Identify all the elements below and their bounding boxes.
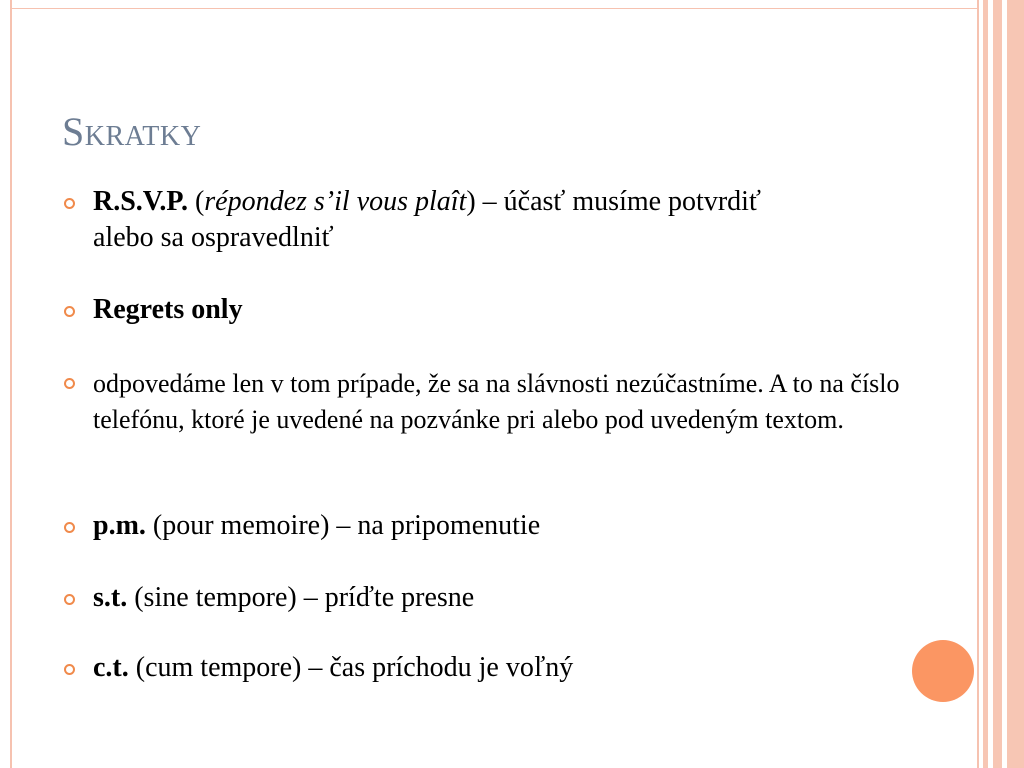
term: Regrets only — [93, 294, 243, 325]
decor-stripe — [993, 0, 1002, 768]
bullet-icon — [64, 306, 75, 317]
paren: ( — [194, 186, 205, 217]
bullet-item — [62, 366, 912, 438]
bullet-text — [93, 292, 892, 328]
term: p.m. — [93, 510, 146, 541]
bullet-text — [93, 508, 892, 544]
bullet-text — [93, 366, 912, 438]
definition: (cum tempore) – čas príchodu je voľný — [128, 652, 574, 683]
term: s.t. — [93, 582, 128, 613]
bullet-item — [62, 650, 892, 686]
term-expansion: répondez s’il vous plaît — [204, 186, 467, 217]
bullet-text — [93, 580, 892, 616]
bullet-text — [93, 650, 892, 686]
bullet-icon — [64, 198, 75, 209]
decor-stripe — [1007, 0, 1024, 768]
bullet-item — [62, 508, 892, 544]
bullet-item — [62, 292, 892, 328]
definition: (sine tempore) – príďte presne — [127, 582, 475, 613]
slide-title: Skratky — [62, 109, 202, 154]
definition: odpovedáme len v tom prípade, že sa na slávnosti nezúčastníme. A to na číslo telefónu, ktoré je uvedené na pozvánke pri alebo pod uvedeným textom. — [93, 369, 900, 434]
frame-top-line — [10, 8, 979, 9]
definition: (pour memoire) – na pripomenutie — [145, 510, 541, 541]
bullet-icon — [64, 522, 75, 533]
bullet-text — [93, 184, 782, 256]
decor-stripe — [983, 0, 988, 768]
accent-circle — [912, 640, 974, 702]
bullet-item — [62, 184, 782, 256]
bullet-icon — [64, 594, 75, 605]
bullet-icon — [64, 664, 75, 675]
term: c.t. — [93, 652, 129, 683]
bullet-item — [62, 580, 892, 616]
term: R.S.V.P. — [93, 186, 188, 217]
bullet-icon — [64, 378, 75, 389]
definition: ) – účasť musíme potvrdiť alebo sa ospravedlniť — [93, 186, 761, 253]
